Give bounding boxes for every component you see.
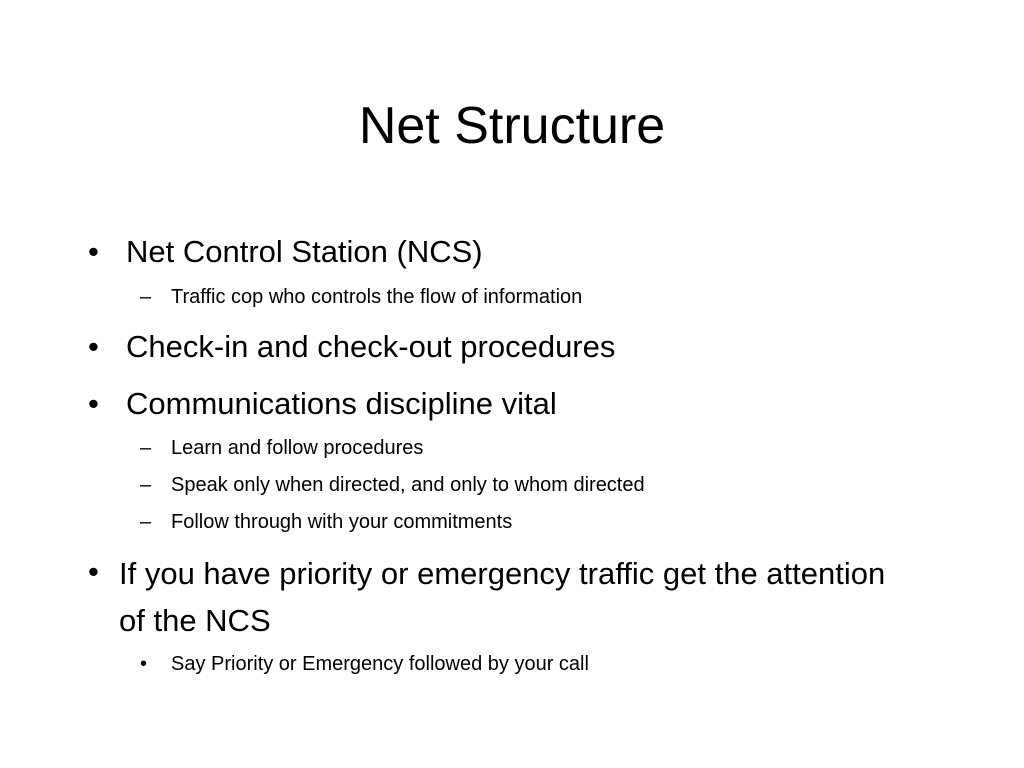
dash-marker: –: [140, 437, 152, 459]
sub-bullet-text: Say Priority or Emergency followed by your call: [171, 653, 589, 675]
bullet-text: Check-in and check-out procedures: [126, 329, 616, 364]
bullet-text: If you have priority or emergency traffic get the attention of the NCS: [119, 556, 886, 638]
bullet-marker: •: [88, 386, 99, 421]
dash-marker: –: [140, 286, 152, 308]
slide-title: Net Structure: [358, 97, 666, 155]
sub-bullet-text: Speak only when directed, and only to whom directed: [171, 474, 645, 496]
dash-marker: –: [140, 474, 152, 496]
bullet-marker: •: [88, 554, 99, 589]
bullet-marker: •: [140, 653, 148, 675]
bullet-text: Net Control Station (NCS): [126, 234, 483, 269]
bullet-marker: •: [88, 329, 99, 364]
dash-marker: –: [140, 511, 152, 533]
sub-bullet-text: Learn and follow procedures: [171, 437, 424, 459]
sub-bullet-text: Follow through with your commitments: [171, 511, 513, 533]
sub-bullet-text: Traffic cop who controls the flow of information: [171, 286, 583, 308]
bullet-marker: •: [88, 234, 99, 269]
bullet-text: Communications discipline vital: [126, 386, 557, 421]
